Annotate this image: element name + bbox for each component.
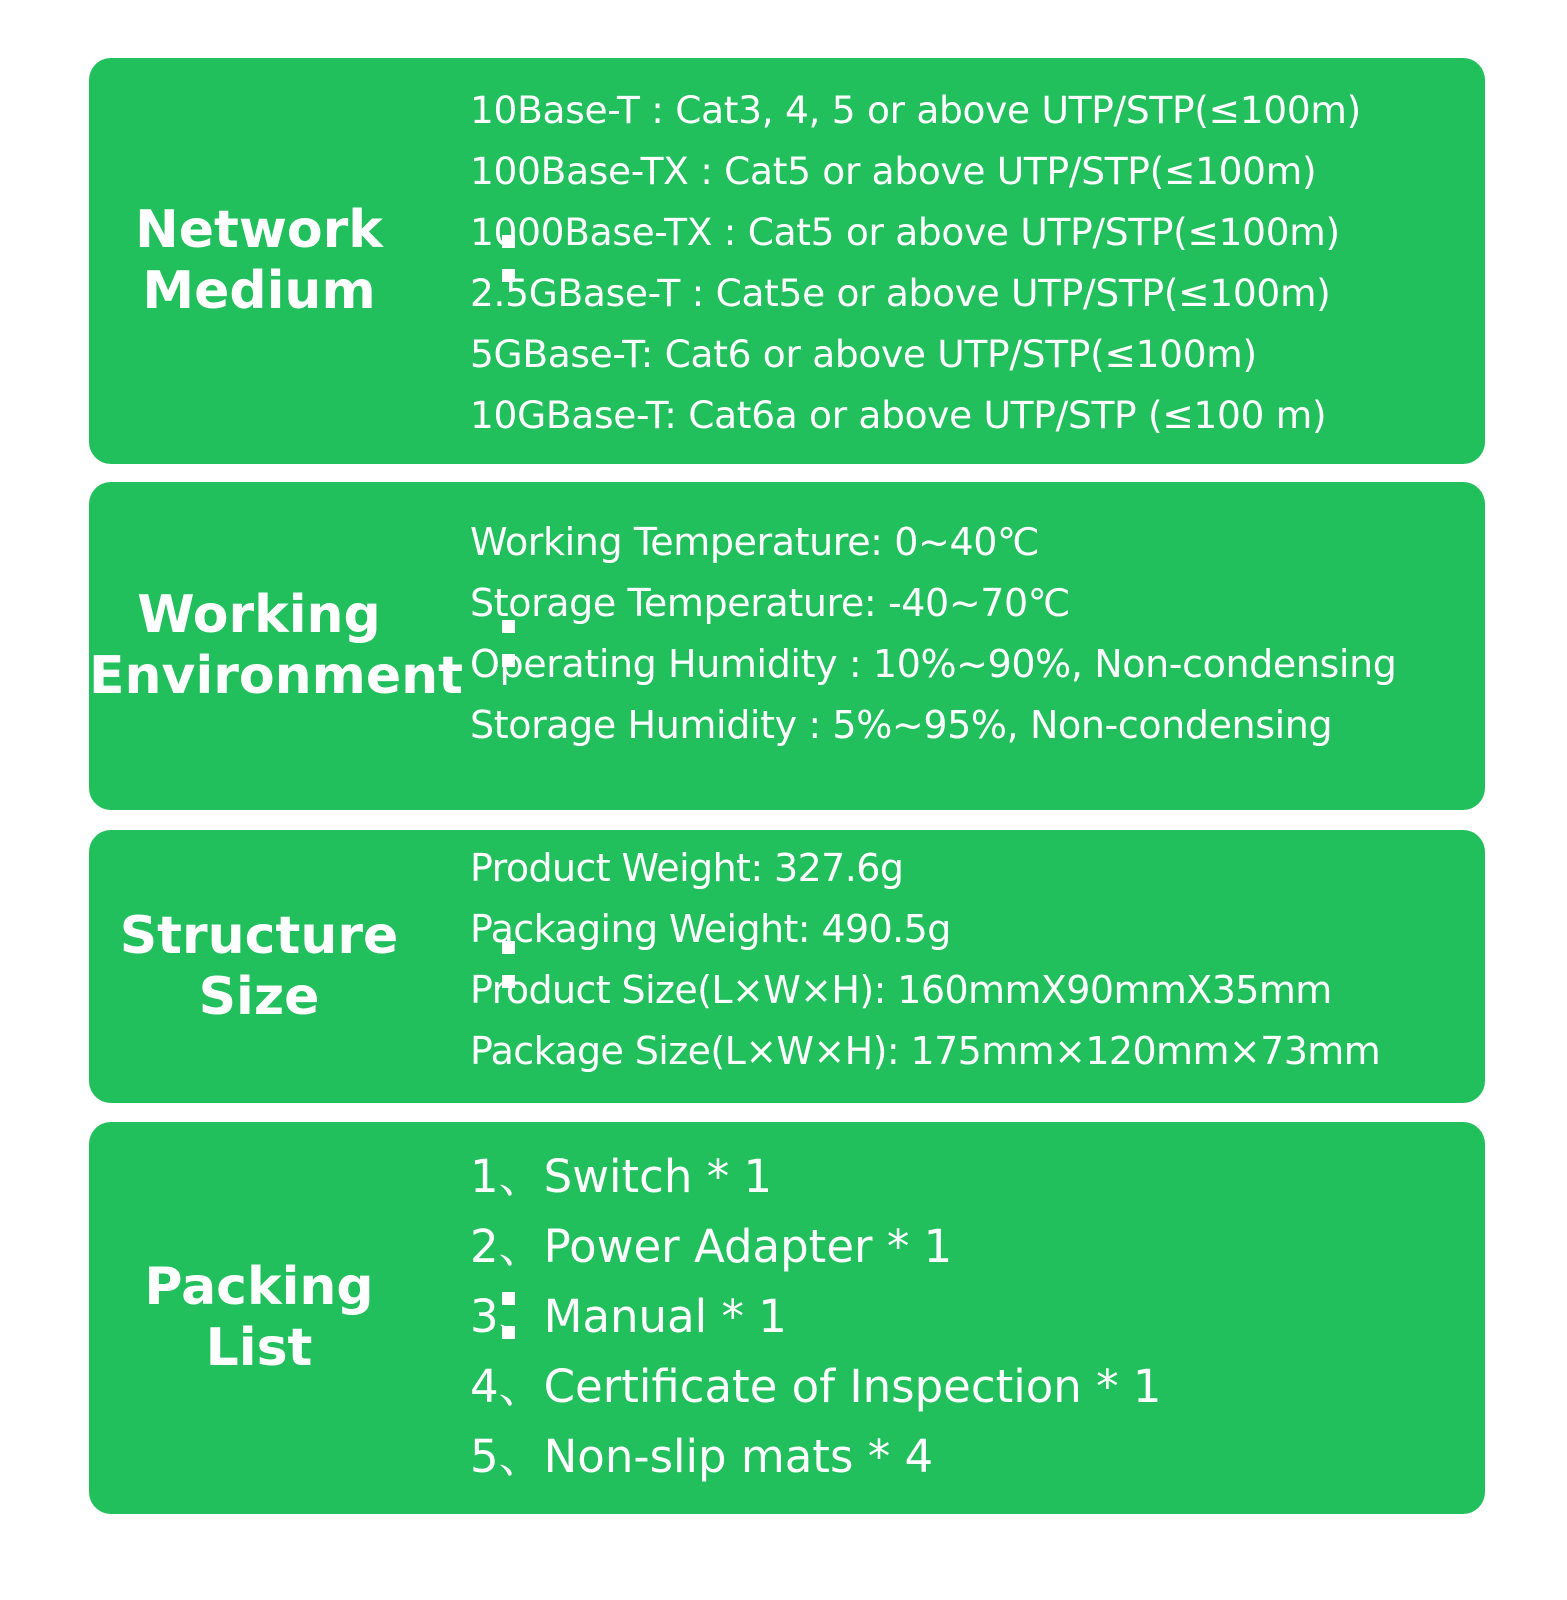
spec-item: 10GBase-T: Cat6a or above UTP/STP (≤100 m): [470, 393, 1327, 437]
spec-item: 100Base-TX : Cat5 or above UTP/STP(≤100m): [470, 149, 1317, 193]
spec-item: Product Size(L×W×H): 160mmX90mmX35mm: [470, 968, 1332, 1012]
spec-item: Package Size(L×W×H): 175mm×120mm×73mm: [470, 1029, 1381, 1073]
spec-item: 3、Manual * 1: [470, 1290, 787, 1343]
spec-item: Product Weight: 327.6g: [470, 846, 904, 890]
spec-list: [470, 1142, 1475, 1492]
spec-item: Operating Humidity : 10%~90%, Non-condensing: [470, 642, 1397, 686]
section-label-line: Medium: [142, 261, 376, 321]
spec-item: 2、Power Adapter * 1: [470, 1220, 953, 1273]
section-label-line: Working: [137, 585, 381, 645]
spec-item: Storage Temperature: -40~70℃: [470, 581, 1071, 625]
section-label-line: Network: [135, 200, 383, 260]
spec-item: 1000Base-TX : Cat5 or above UTP/STP(≤100m): [470, 210, 1340, 254]
section-label: [89, 906, 429, 1028]
spec-item: 1、Switch * 1: [470, 1150, 773, 1203]
section-label-line: Structure: [119, 905, 399, 966]
spec-card-packing-list: [89, 1122, 1485, 1514]
spec-card-network-medium: [89, 58, 1485, 464]
spec-list: [470, 512, 1475, 756]
spec-card-working-environment: [89, 482, 1485, 810]
section-label: [89, 200, 429, 322]
spec-list: [470, 838, 1475, 1082]
spec-item: Storage Humidity : 5%~95%, Non-condensing: [470, 703, 1333, 747]
section-label: [89, 1257, 429, 1379]
section-label-line: Packing: [144, 1257, 374, 1317]
spec-item: 2.5GBase-T : Cat5e or above UTP/STP(≤100m): [470, 271, 1331, 315]
spec-item: 5、Non-slip mats * 4: [470, 1430, 934, 1483]
section-label-line: Environment: [89, 646, 463, 706]
spec-card-structure-size: [89, 830, 1485, 1103]
spec-item: 10Base-T : Cat3, 4, 5 or above UTP/STP(≤100m): [470, 88, 1361, 132]
spec-item: 5GBase-T: Cat6 or above UTP/STP(≤100m): [470, 332, 1257, 376]
section-label: [89, 585, 463, 707]
section-label-line: Size: [198, 966, 320, 1027]
spec-list: [470, 80, 1475, 446]
spec-item: Working Temperature: 0~40℃: [470, 520, 1040, 564]
spec-item: Packaging Weight: 490.5g: [470, 907, 951, 951]
spec-item: 4、Certificate of Inspection * 1: [470, 1360, 1162, 1413]
section-label-line: List: [205, 1318, 313, 1378]
